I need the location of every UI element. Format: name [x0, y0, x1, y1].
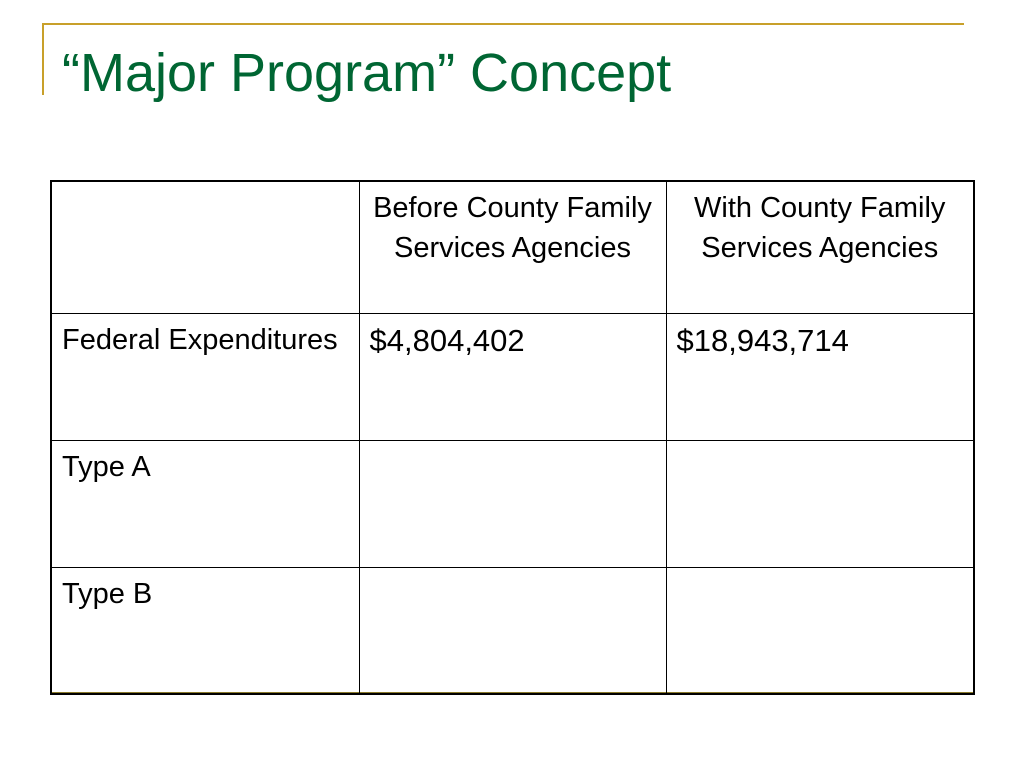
- slide-frame-top-rule: [42, 23, 964, 25]
- slide-title: “Major Program” Concept: [62, 43, 672, 103]
- header-cell-with: With County Family Services Agencies: [666, 181, 974, 313]
- table-row-type-b: [51, 567, 974, 694]
- cell-type-b-with: [666, 567, 974, 694]
- header-cell-empty: [51, 181, 359, 313]
- table-container: [50, 180, 973, 692]
- cell-federal-with: $18,943,714: [666, 313, 974, 440]
- cell-type-a-before: [359, 440, 666, 567]
- row-label-type-b: Type B: [51, 567, 359, 694]
- row-label-federal-expenditures: Federal Expenditures: [51, 313, 359, 440]
- cell-federal-before: $4,804,402: [359, 313, 666, 440]
- table-row-federal-expenditures: [51, 313, 974, 440]
- table-row-type-a: [51, 440, 974, 567]
- cell-type-b-before: [359, 567, 666, 694]
- slide-frame-left-rule: [42, 23, 44, 95]
- header-cell-before: Before County Family Services Agencies: [359, 181, 666, 313]
- row-label-type-a: Type A: [51, 440, 359, 567]
- expenditure-table: [50, 180, 975, 695]
- table-header-row: [51, 181, 974, 313]
- cell-type-a-with: [666, 440, 974, 567]
